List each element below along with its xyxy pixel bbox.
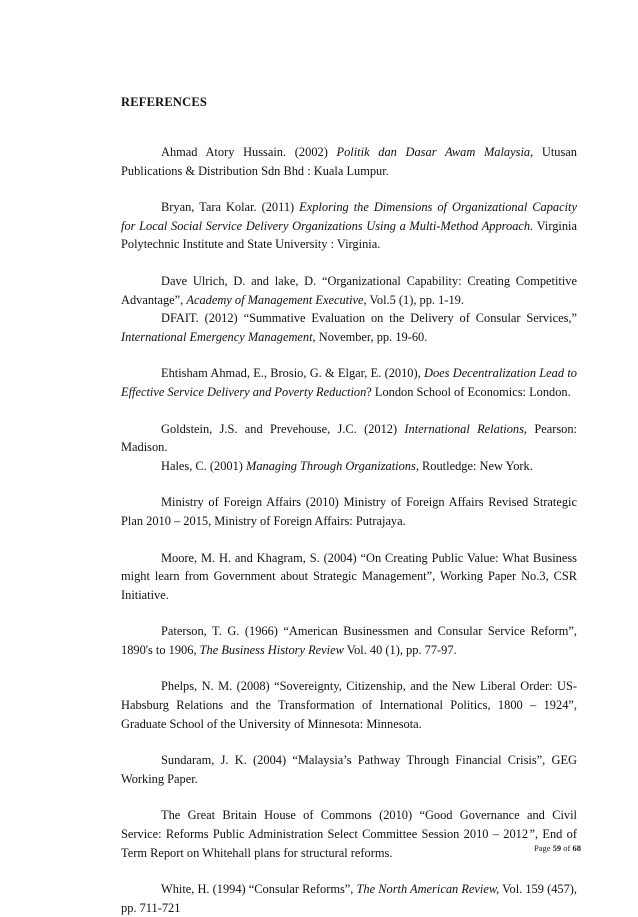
- page-of-label: of: [561, 843, 573, 853]
- reference-entry: [121, 143, 577, 180]
- reference-title: Politik dan Dasar Awam Malaysia: [336, 145, 531, 159]
- reference-entry: [121, 880, 577, 917]
- reference-text: Hales, C. (2001): [161, 458, 246, 473]
- reference-title: International Relations: [404, 421, 524, 436]
- reference-text: Dave Ulrich, D. and lake, D. “Organizational Capability: Creating Competitive Advantage”,: [121, 273, 577, 307]
- page-heading: REFERENCES: [121, 95, 208, 109]
- reference-text: Phelps, N. M. (2008) “Sovereignty, Citizenship, and the New Liberal Order: US-Habsburg Relations and the Transformation of International Politics, 1800 – 1924”, Graduate School of the University of Minnesota: Minnesota.: [121, 679, 577, 731]
- reference-text: , November, pp. 19-60.: [312, 329, 428, 344]
- reference-text: Goldstein, J.S. and Prevehouse, J.C. (2012): [161, 421, 405, 436]
- reference-title: ”: [528, 827, 535, 842]
- reference-text: , Pearson: Madison.: [121, 421, 577, 455]
- reference-text: Ahmad Atory Hussain. (2002): [161, 145, 337, 159]
- reference-text: Sundaram, J. K. (2004) “Malaysia’s Pathway Through Financial Crisis”, GEG Working Paper.: [121, 753, 577, 786]
- page-total: 68: [572, 843, 581, 853]
- reference-list: [121, 143, 577, 917]
- reference-entry: [121, 272, 577, 309]
- reference-title: Managing Through Organizations: [246, 458, 416, 473]
- reference-text: Ministry of Foreign Affairs (2010) Ministry of Foreign Affairs Revised Strategic Plan 2010 – 2015, Ministry of Foreign Affairs: Putrajaya.: [121, 495, 577, 528]
- reference-text: Moore, M. H. and Khagram, S. (2004) “On Creating Public Value: What Business might learn from Government about Strategic Management”, Working Paper No.3, CSR Initiative.: [121, 550, 577, 602]
- reference-text: , Vol.5 (1), pp. 1-19.: [363, 292, 464, 307]
- reference-text: Virginia Polytechnic Institute and State University : Virginia.: [121, 218, 577, 252]
- reference-title: The North American Review,: [356, 882, 500, 897]
- reference-entry: [121, 420, 577, 457]
- reference-entry: [121, 198, 577, 254]
- page-number: 59: [552, 843, 562, 853]
- reference-title: Academy of Management Executive: [186, 292, 364, 307]
- reference-title: Exploring the Dimensions of Organizational Capacity for Local Social Service Delivery Organizations Using a Multi-Method Approach.: [121, 200, 577, 233]
- reference-entry: [121, 622, 577, 659]
- reference-entry: [121, 457, 577, 476]
- reference-entry: [121, 677, 577, 733]
- reference-text: Paterson, T. G. (1966) “American Businessmen and Consular Service Reform”, 1890's to 1906,: [121, 624, 577, 657]
- reference-text: Ehtisham Ahmad, E., Brosio, G. & Elgar, E. (2010),: [161, 366, 424, 381]
- reference-text: Bryan, Tara Kolar. (2011): [161, 200, 300, 215]
- reference-entry: [121, 549, 577, 605]
- reference-text: , Utusan Publications & Distribution Sdn Bhd : Kuala Lumpur.: [121, 145, 577, 178]
- reference-text: White, H. (1994) “Consular Reforms”,: [161, 882, 357, 897]
- reference-entry: [121, 364, 577, 401]
- reference-text: , End of Term Report on Whitehall plans for structural reforms.: [121, 827, 577, 860]
- reference-text: , Routledge: New York.: [415, 458, 533, 473]
- reference-text: ? London School of Economics: London.: [366, 384, 571, 399]
- reference-entry: [121, 493, 577, 530]
- reference-text: The Great Britain House of Commons (2010) “Good Governance and Civil Service: Reforms Public Administration Select Committee Session 2010 – 2012: [121, 808, 577, 842]
- reference-text: DFAIT. (2012) “Summative Evaluation on the Delivery of Consular Services,”: [161, 311, 577, 326]
- reference-title: International Emergency Management: [121, 329, 313, 344]
- reference-entry: [121, 751, 577, 788]
- reference-entry: [121, 309, 577, 346]
- reference-title: The Business History Review: [199, 642, 344, 657]
- reference-entry: [121, 806, 577, 862]
- reference-title: Does Decentralization Lead to Effective Service Delivery and Poverty Reduction: [121, 366, 577, 399]
- reference-text: Vol. 159 (457), pp. 711-721: [121, 882, 577, 915]
- reference-text: Vol. 40 (1), pp. 77-97.: [343, 642, 457, 657]
- page-label: Page: [534, 843, 553, 853]
- page-footer: [534, 843, 581, 853]
